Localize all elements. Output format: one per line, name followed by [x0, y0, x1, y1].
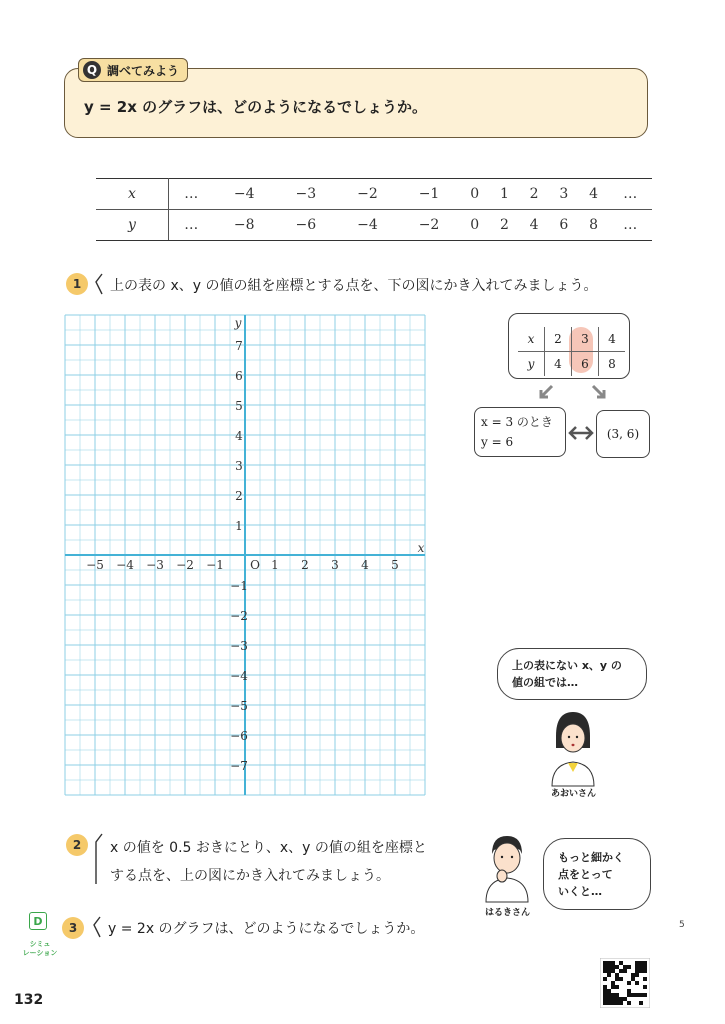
- example-x-cell: 3: [572, 327, 599, 352]
- value-table: [96, 178, 652, 241]
- table-row-y: [96, 210, 652, 241]
- item-3-text: y = 2x のグラフは、どのようになるでしょうか。: [108, 921, 425, 937]
- x-tick-label: 3: [331, 558, 339, 572]
- example-x-cell: 2: [545, 327, 572, 352]
- y-tick-label: −5: [230, 699, 248, 713]
- y-tick-label: −2: [230, 609, 248, 623]
- y-tick-label: −6: [230, 729, 248, 743]
- axes: [65, 315, 425, 795]
- haruki-line-3: いくと…: [558, 885, 602, 898]
- y-cell: 8: [579, 210, 609, 241]
- aoi-line-2: 値の組では…: [512, 676, 578, 689]
- haruki-name: はるきさん: [485, 908, 531, 918]
- x-tick-label: 4: [361, 558, 369, 572]
- y-tick-label: −1: [230, 579, 248, 593]
- simulation-icon[interactable]: D: [29, 912, 47, 930]
- x-cell: …: [169, 179, 214, 210]
- coordinate-text: (3, 6): [606, 427, 640, 441]
- y-cell: …: [169, 210, 214, 241]
- x-tick-label: 5: [391, 558, 399, 572]
- side-number: 5: [679, 920, 685, 930]
- y-cell: −4: [337, 210, 399, 241]
- haruki-line-2: 点をとって: [558, 868, 613, 881]
- item-3-number: 3: [62, 917, 84, 939]
- y-tick-label: 1: [235, 519, 243, 533]
- arrow-down-right-icon: [590, 383, 610, 403]
- aoi-name: あおいさん: [551, 789, 597, 799]
- x-cell: −2: [337, 179, 399, 210]
- haruki-avatar: [480, 832, 532, 904]
- aoi-line-1: 上の表にない x、y の: [512, 659, 622, 672]
- example-x-label: x: [518, 327, 545, 352]
- x-tick-label: −2: [176, 558, 194, 572]
- x-cell: …: [608, 179, 652, 210]
- x-cell: −4: [213, 179, 275, 210]
- question-tag: [78, 58, 188, 82]
- y-cell: 0: [460, 210, 490, 241]
- item-1-number: 1: [66, 273, 88, 295]
- x-cell: 4: [579, 179, 609, 210]
- y-tick-label: 5: [235, 399, 243, 413]
- item-1-text: 上の表の x、y の値の組を座標とする点を、下の図にかき入れてみましょう。: [110, 278, 598, 294]
- qr-code-icon[interactable]: [600, 958, 650, 1008]
- x-tick-label: −1: [206, 558, 224, 572]
- x-cell: −3: [275, 179, 337, 210]
- simulation-label-1: シミュ: [29, 940, 51, 948]
- double-arrow-icon: [568, 425, 594, 441]
- page-number: 132: [14, 992, 44, 1008]
- origin-label: O: [250, 558, 260, 572]
- speech-bubble-aoi: [497, 648, 647, 700]
- y-axis-label: y: [234, 316, 242, 330]
- y-cell: …: [608, 210, 652, 241]
- example-y-label: y: [527, 357, 535, 371]
- bracket-icon: [90, 915, 104, 939]
- x-tick-label: −3: [146, 558, 164, 572]
- y-tick-label: 7: [235, 339, 243, 353]
- table-row-x: [96, 179, 652, 210]
- condition-line-1: x = 3 のとき: [481, 415, 553, 429]
- speech-bubble-haruki: [543, 838, 651, 910]
- y-cell: 2: [490, 210, 520, 241]
- simulation-label[interactable]: [20, 940, 60, 958]
- x-cell: −1: [398, 179, 460, 210]
- x-tick-label: 2: [301, 558, 309, 572]
- item-2-number: 2: [66, 834, 88, 856]
- x-axis-label: x: [417, 541, 425, 555]
- y-tick-label: 4: [235, 429, 243, 443]
- example-y-cell: 8: [599, 352, 626, 377]
- x-cell: 0: [460, 179, 490, 210]
- y-tick-label: 6: [235, 369, 243, 383]
- bracket-icon: [92, 272, 106, 296]
- condition-box: [474, 407, 566, 457]
- aoi-avatar: [548, 708, 598, 788]
- arrow-down-left-icon: [535, 383, 555, 403]
- x-tick-label: 1: [271, 558, 279, 572]
- row-y-label: y: [96, 210, 169, 241]
- x-tick-label: −4: [116, 558, 134, 572]
- coordinate-grid: [60, 310, 430, 800]
- tick-labels: [86, 316, 424, 773]
- item-2-text: [110, 834, 427, 890]
- item-2-line-1: x の値を 0.5 おきにとり、x、y の値の組を座標と: [110, 840, 427, 856]
- example-row-y: [518, 352, 625, 377]
- item-2-line-2: する点を、上の図にかき入れてみましょう。: [110, 868, 390, 884]
- y-tick-label: −7: [230, 759, 248, 773]
- y-tick-label: 3: [235, 459, 243, 473]
- y-tick-label: −3: [230, 639, 248, 653]
- haruki-line-1: もっと細かく: [558, 851, 624, 864]
- x-cell: 3: [549, 179, 579, 210]
- example-y-cell: 4: [545, 352, 572, 377]
- x-cell: 2: [519, 179, 549, 210]
- example-x-cell: 4: [599, 327, 626, 352]
- example-y-cell: 6: [572, 352, 599, 377]
- question-tag-label: 調べてみよう: [107, 63, 180, 78]
- x-cell: 1: [490, 179, 520, 210]
- y-cell: −2: [398, 210, 460, 241]
- y-cell: −6: [275, 210, 337, 241]
- condition-line-2: y = 6: [481, 435, 514, 449]
- y-cell: −8: [213, 210, 275, 241]
- row-x-label: x: [96, 179, 169, 210]
- question-text: y = 2x のグラフは、どのようになるでしょうか。: [84, 98, 427, 116]
- example-table: [518, 327, 625, 376]
- example-row-x: [518, 327, 625, 352]
- y-cell: 6: [549, 210, 579, 241]
- coordinate-box: [596, 410, 650, 458]
- y-tick-label: −4: [230, 669, 248, 683]
- simulation-label-2: レーション: [22, 949, 58, 957]
- y-cell: 4: [519, 210, 549, 241]
- q-icon: Q: [83, 61, 101, 79]
- x-tick-label: −5: [86, 558, 104, 572]
- y-tick-label: 2: [235, 489, 243, 503]
- bracket-icon: [92, 832, 106, 886]
